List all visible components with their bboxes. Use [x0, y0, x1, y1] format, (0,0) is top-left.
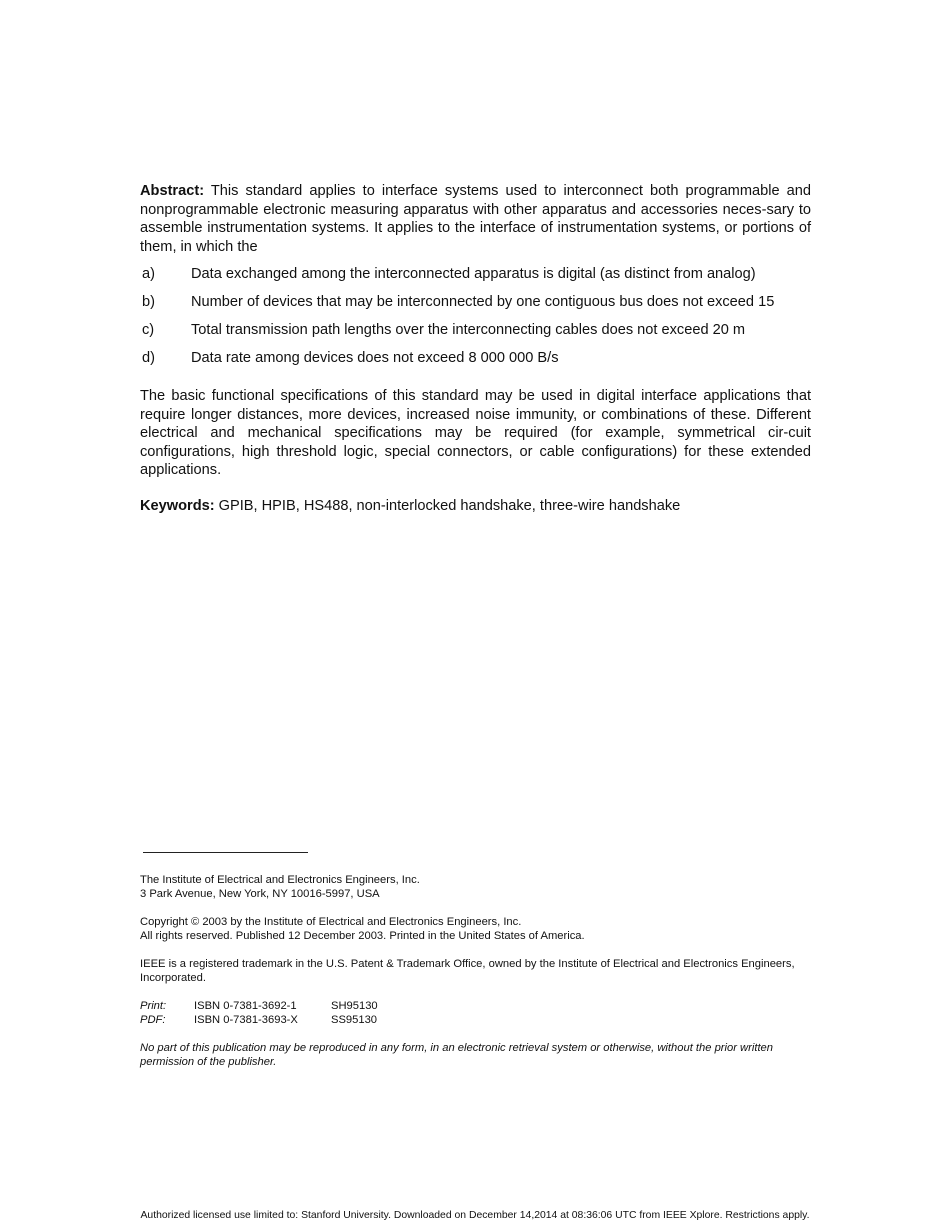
publisher-block [140, 873, 811, 901]
list-item-marker: b) [142, 294, 155, 311]
list-item-text: Data exchanged among the interconnected apparatus is digital (as distinct from analog) [191, 266, 756, 283]
keywords-paragraph [140, 497, 811, 516]
list-item-text: Data rate among devices does not exceed 8 000 000 B/s [191, 350, 559, 367]
isbn-block [140, 999, 811, 1027]
list-item-marker: d) [142, 350, 155, 367]
abstract-label: Abstract: [140, 183, 205, 199]
publisher-address: 3 Park Avenue, New York, NY 10016-5997, USA [140, 888, 380, 900]
authorized-use-notice: Authorized licensed use limited to: Stanford University. Downloaded on December 14,2014 at 08:36:06 UTC from IEEE Xplore. Restrictions apply. [140, 1210, 810, 1221]
isbn-row-print [140, 999, 811, 1013]
list-item [140, 293, 811, 312]
print-isbn: ISBN 0-7381-3692-1 [194, 1000, 297, 1012]
list-item-text: Number of devices that may be interconnected by one contiguous bus does not exceed 15 [191, 294, 775, 311]
rights-line: All rights reserved. Published 12 December 2003. Printed in the United States of America. [140, 930, 585, 942]
reproduction-notice: No part of this publication may be reproduced in any form, in an electronic retrieval system or otherwise, without the prior written permission of the publisher. [140, 1042, 774, 1068]
list-item [140, 349, 811, 368]
keywords-label: Keywords: [140, 497, 215, 514]
notice-block [140, 1041, 811, 1069]
copyright-block [140, 915, 811, 943]
abstract-text: This standard applies to interface systems used to interconnect both programmable and nonprogrammable electronic measuring apparatus with other apparatus and accessories neces-sary to assemble instrumentation systems. It applies to the interface of instrumentation systems, or portions of them, in which the [140, 183, 811, 255]
list-item-text: Total transmission path lengths over the interconnecting cables does not exceed 20 m [191, 322, 746, 339]
trademark-line: IEEE is a registered trademark in the U.S. Patent & Trademark Office, owned by the Institute of Electrical and Electronics Engineers, Incorporated. [140, 958, 795, 984]
document-body [140, 182, 811, 515]
list-item [140, 321, 811, 340]
trademark-block [140, 957, 811, 985]
list-item [140, 265, 811, 284]
abstract-paragraph [140, 182, 811, 256]
keywords-text: GPIB, HPIB, HS488, non-interlocked handshake, three-wire handshake [214, 497, 681, 514]
extended-applications-paragraph: The basic functional specifications of this standard may be used in digital interface applications that require longer distances, more devices, increased noise immunity, or combinations of these. Different electrical and mechanical specifications may be required (for example, symmetrical cir-cuit configurations, high threshold logic, special connectors, or cable configurations) for these extended applications. [140, 387, 811, 479]
publication-footer [140, 852, 811, 1083]
list-item-marker: c) [142, 322, 155, 339]
copyright-line: Copyright © 2003 by the Institute of Electrical and Electronics Engineers, Inc. [140, 916, 522, 928]
footer-divider [143, 852, 308, 853]
print-code: SH95130 [331, 1000, 378, 1012]
pdf-label: PDF: [140, 1014, 166, 1026]
publisher-name: The Institute of Electrical and Electronics Engineers, Inc. [140, 874, 420, 886]
condition-list [140, 265, 811, 368]
list-item-marker: a) [142, 266, 155, 283]
pdf-code: SS95130 [331, 1014, 378, 1026]
isbn-row-pdf [140, 1013, 811, 1027]
print-label: Print: [140, 1000, 167, 1012]
pdf-isbn: ISBN 0-7381-3693-X [194, 1014, 298, 1026]
